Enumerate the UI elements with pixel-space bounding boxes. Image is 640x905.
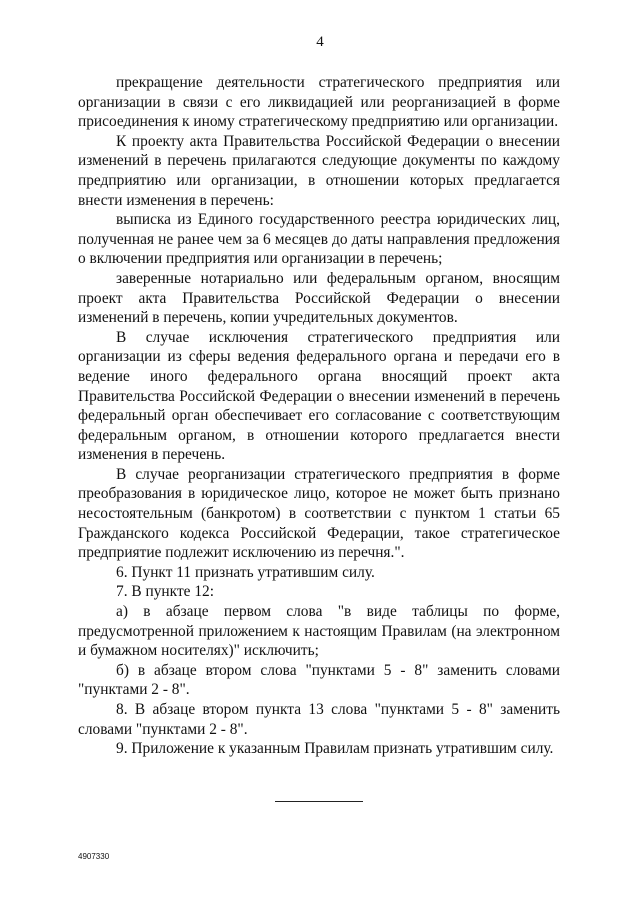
paragraph-11: 8. В абзаце втором пункта 13 слова "пунктами 5 - 8" заменить словами "пунктами 2 - 8". [78,701,560,738]
paragraph-12: 9. Приложение к указанным Правилам признать утратившим силу. [116,740,554,758]
paragraph-3: выписка из Единого государственного реестра юридических лиц, полученная не ранее чем за 6 месяцев до даты направления предложения о включении предприятия или организации в перечень; [78,211,560,268]
document-code: 4907330 [78,852,110,861]
paragraph-7: 6. Пункт 11 признать утратившим силу. [116,563,375,581]
paragraph-4: заверенные нотариально или федеральным органом, вносящим проект акта Правительства Российской Федерации о внесении изменений в перечень, копии учредительных документов. [78,269,560,327]
paragraph-10: б) в абзаце втором слова "пунктами 5 - 8" заменить словами "пунктами 2 - 8". [78,661,560,699]
page-number: 4 [316,34,324,50]
document-body [78,73,560,759]
end-divider-line [275,801,363,802]
paragraph-9: а) в абзаце первом слова "в виде таблицы по форме, предусмотренной приложением к настоящим Правилам (на электронном и бумажном носителях)" исключить; [78,603,560,660]
paragraph-1: прекращение деятельности стратегического предприятия или организации в связи с его ликвидацией или реорганизацией в форме присоединения к иному стратегическому предприятию или организации. [78,74,560,131]
paragraph-5: В случае исключения стратегического предприятия или организации из сферы ведения федерального органа и передачи его в ведение иного федерального органа вносящий проект акта Правительства Российской Федерации о внесении изменений в перечень федеральный орган обеспечивает его согласование с соответствующим федеральным органом, в отношении которого предлагается внести изменения в перечень. [78,328,560,464]
paragraph-8: 7. В пункте 12: [116,583,215,601]
paragraph-6: В случае реорганизации стратегического предприятия в форме преобразования в юридическое лицо, которое не может быть признано несостоятельным (банкротом) в соответствии с пунктом 1 статьи 65 Гражданского кодекса Российской Федерации, такое стратегическое предприятие подлежит исключению из перечня.". [78,465,560,562]
paragraph-2: К проекту акта Правительства Российской Федерации о внесении изменений в перечень прилагаются следующие документы по каждому предприятию или организации, в отношении которых предлагается внести изменения в перечень: [78,132,560,209]
